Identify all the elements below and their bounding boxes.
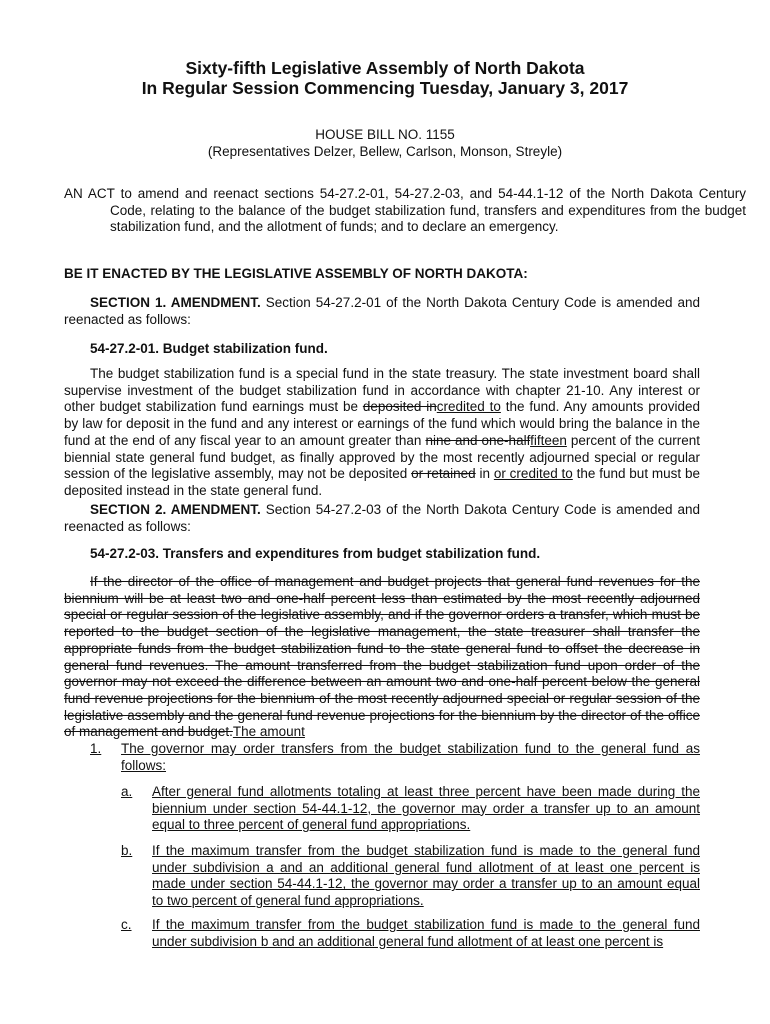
act-title: AN ACT to amend and reenact sections 54-27.2-01, 54-27.2-03, and 54-44.1-12 of the North Dakota Century Code, relating to the balance of the budget stabilization fund, transfers and expenditures from the budget stabilization fund, and the allotment of funds; and to declare an emergency. xyxy=(64,186,746,235)
body-text: the fund. Any amounts provided by law for deposit in the fund and any interest or earnings of the fund which would bring the balance in the fund at the end of any fiscal year to an amount greater than xyxy=(64,399,700,448)
inserted-text: credited to xyxy=(436,399,501,415)
bill-number: HOUSE BILL NO. 1155 xyxy=(315,127,455,142)
document-title-line1: Sixty-fifth Legislative Assembly of North Dakota xyxy=(185,58,585,78)
item-1-text: The governor may order transfers from the budget stabilization fund to the general fund as follows: xyxy=(121,741,700,773)
struck-text: nine and one-half xyxy=(425,432,531,448)
inserted-text: or credited to xyxy=(493,466,573,482)
body-text: percent of the current biennial state general fund budget, as finally approved by the most recently adjourned special or regular session of the legislative assembly, may not be deposited xyxy=(64,432,700,482)
body-text: the fund but must be deposited instead in the state general fund. xyxy=(64,466,700,498)
section1-subsection-heading: 54-27.2-01. Budget stabilization fund. xyxy=(90,341,328,356)
struck-text: or retained xyxy=(411,466,476,482)
section2-intro xyxy=(64,502,700,535)
struck-text: If the director of the office of management and budget projects that general fund revenues for the biennium will be at least two and one-half percent less than estimated by the most recently adjourned special or regular session of the legislative assembly, and if the governor orders a transfer, which must be reported to the budget section of the legislative management, the state treasurer shall transfer the appropriate funds from the budget stabilization fund to the state general fund to offset the decrease in general fund revenues. The amount transferred from the budget stabilization fund upon order of the governor may not exceed the difference between an amount two and one-half percent below the general fund revenue projections for the biennium of the most recently adjourned special or regular session of the legislative assembly and the general fund revenue projections for the biennium by the director of the office of management and budget. xyxy=(64,574,700,740)
inserted-text: The amount xyxy=(232,724,305,740)
body-text: The budget stabilization fund is a special fund in the state treasury. The state investment board shall supervise investment of the budget stabilization fund in accordance with chapter 21-10. Any interest or other budget stabilization fund earnings must be xyxy=(64,366,700,415)
item-c-number: c. xyxy=(121,917,132,932)
struck-text: deposited in xyxy=(362,399,437,415)
item-c-text: If the maximum transfer from the budget stabilization fund is made to the general fund under subdivision b and an additional general fund allotment of at least one percent is xyxy=(152,917,700,949)
body-text: in xyxy=(475,466,494,482)
section1-body xyxy=(64,366,700,500)
item-b-text: If the maximum transfer from the budget stabilization fund is made to the general fund under subdivision a and an additional general fund allotment of at least one percent is made under section 54-44.1-12, the governor may order a transfer up to an amount equal to two percent of general fund appropriations. xyxy=(152,843,700,909)
section2-heading: SECTION 2. AMENDMENT. xyxy=(90,502,261,517)
document-title-line2: In Regular Session Commencing Tuesday, January 3, 2017 xyxy=(141,78,629,98)
item-a-text: After general fund allotments totaling at least three percent have been made during the biennium under section 54-44.1-12, the governor may order a transfer up to an amount equal to three percent of general fund appropriations. xyxy=(152,784,700,833)
section1-intro xyxy=(64,295,700,328)
bill-sponsors: (Representatives Delzer, Bellew, Carlson, Monson, Streyle) xyxy=(207,144,563,159)
item-b-number: b. xyxy=(121,843,133,858)
inserted-text: fifteen xyxy=(530,432,567,448)
section1-heading: SECTION 1. AMENDMENT. xyxy=(90,295,261,310)
enacting-clause: BE IT ENACTED BY THE LEGISLATIVE ASSEMBLY OF NORTH DAKOTA: xyxy=(64,266,528,281)
section2-struck-paragraph xyxy=(64,574,700,741)
section2-subsection-heading: 54-27.2-03. Transfers and expenditures from budget stabilization fund. xyxy=(90,546,541,561)
section1-text: Section 54-27.2-01 of the North Dakota Century Code is amended and reenacted as follows: xyxy=(64,295,700,327)
item-a-number: a. xyxy=(121,784,133,799)
item-1-number: 1. xyxy=(90,741,102,756)
section2-text: Section 54-27.2-03 of the North Dakota Century Code is amended and reenacted as follows: xyxy=(64,502,700,534)
